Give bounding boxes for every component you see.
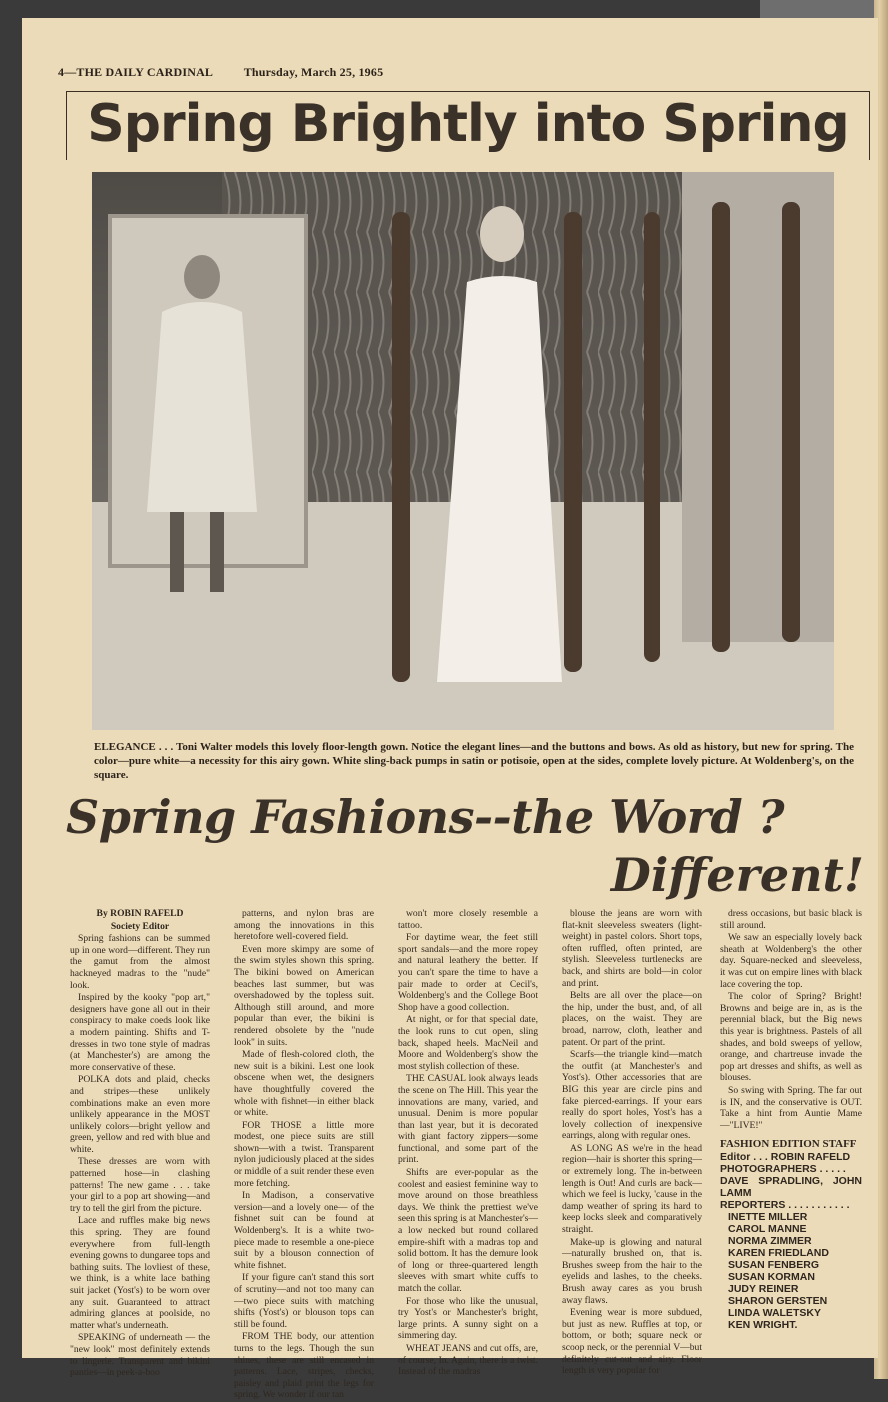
headline-line1: Spring Fashions--the Word ? xyxy=(66,790,785,844)
column-paragraph: AS LONG AS we're in the head region—hair is shorter this spring—or extremely long. The in-between length is Out! And curls are back—which we feel is lucky, 'cause in the damp weather of spring its hard to keep locks sleek and comparatively straight. xyxy=(562,1142,702,1236)
scan-background-strip xyxy=(760,0,888,18)
staff-editor: Editor . . . ROBIN RAFELD xyxy=(720,1150,851,1163)
column-paragraph: If your figure can't stand this sort of scrutiny—and not too many can—two piece suits with matching shifts (Yost's) or blouson tops can still be found. xyxy=(234,1272,374,1330)
photo-illustration xyxy=(92,172,834,730)
column-paragraph: Scarfs—the triangle kind—match the outfit (at Manchester's and Yost's). Other accessories that are BIG this year are circle pins and fake pierced-earrings. If your ears really do sport holes, Yost's has a lovely collection of inexpensive earrings, along with regular ones. xyxy=(562,1049,702,1142)
column-paragraph: POLKA dots and plaid, checks and stripes—these unlikely combinations make an even more unlikely appearance in the MOST unlikely colors—bright yellow and green, yellow and red with blue and white. xyxy=(70,1074,210,1155)
page-title: Spring Brightly into Spring xyxy=(87,94,849,154)
staff-box-title: FASHION EDITION STAFF xyxy=(720,1138,857,1151)
article-column-3 xyxy=(398,908,538,1379)
staff-name: JUDY REINER xyxy=(728,1282,799,1295)
staff-name: KEN WRIGHT. xyxy=(728,1318,798,1331)
article-column-1 xyxy=(70,908,210,1380)
newspaper-page xyxy=(22,18,878,1401)
column-paragraph: SPEAKING of underneath — the "new look" most definitely extends to lingerie. Transparent and bikini panties—in peek-a-boo xyxy=(70,1332,210,1379)
byline-role: Society Editor xyxy=(110,920,170,932)
staff-name: LINDA WALETSKY xyxy=(728,1306,821,1319)
staff-name: SHARON GERSTEN xyxy=(728,1294,828,1307)
issue-date: Thursday, March 25, 1965 xyxy=(243,65,384,79)
column-paragraph: These dresses are worn with patterned hose—in clashing patterns! The new game . . . take your girl to a pop art showing—and try to tell the girl from the picture. xyxy=(70,1156,210,1214)
column-paragraph: dress occasions, but basic black is still around. xyxy=(720,908,862,931)
staff-name: SUSAN KORMAN xyxy=(728,1270,815,1283)
column-paragraph: Belts are all over the place—on the hip, under the bust, and, of all places, on the waist. They are broad, narrow, cloth, leather and patent. Or part of the print. xyxy=(562,990,702,1048)
article-column-2 xyxy=(234,908,374,1402)
column-paragraph: blouse the jeans are worn with flat-knit sleeveless sweaters (light-weight) in pastel colors. Short tops, often ruffled, often printed, are stylish. Sleeveless turtlenecks are back, and shirts are bold—in color and print. xyxy=(562,908,702,989)
column-paragraph: Inspired by the kooky "pop art," designers have gone all out in their conspiracy to make coeds look like a modern painting. Shifts and T-dresses in two tone style of madras (at Manchester's) are among the more conservative of these. xyxy=(70,992,210,1073)
photo-caption: ELEGANCE . . . Toni Walter models this lovely floor-length gown. Notice the elegant lines—and the buttons and bows. As old as history, but new for spring. The color—pure white—a necessity for this airy gown. White sling-back pumps in satin or potisoie, open at the sides, complete lovely picture. At Woldenberg's, on the square. xyxy=(94,741,854,781)
staff-photographer-names: DAVE SPRADLING, JOHN LAMM xyxy=(720,1174,862,1199)
column-paragraph: Evening wear is more subdued, but just as new. Ruffles at top, or bottom, or both; square neck or scoop neck, or the perennial V—but definitely cut-out and airy. Floor length is very popular for xyxy=(562,1307,702,1377)
staff-name: KAREN FRIEDLAND xyxy=(728,1246,829,1259)
column-paragraph: WHEAT JEANS and cut offs, are, of course, In. Again, there is a twist. Instead of the madras xyxy=(398,1342,538,1378)
title-box xyxy=(66,91,870,160)
staff-name: NORMA ZIMMER xyxy=(728,1234,812,1247)
column-paragraph: So swing with Spring. The far out is IN, and the conservative is OUT. Take a hint from Auntie Mame—"LIVE!" xyxy=(720,1084,862,1131)
page-header xyxy=(58,65,383,80)
staff-reporters: REPORTERS . . . . . . . . . . . xyxy=(720,1198,850,1211)
column-paragraph: Shifts are ever-popular as the coolest and easiest feminine way to move around on those breathless days. We think the prettiest we've seen this spring is at Manchester's—a low necked but round collared empire-shift with a madras top and solid bottom. It has the demure look of long or three-quartered length sleeves with smart white cuffs to match the collar. xyxy=(398,1167,539,1294)
column-paragraph: For daytime wear, the feet still sport sandals—and the more ropey and natural leathery the better. If you can't spare the time to have a pair made to order at Cecil's, Woldenberg's and the College Boot Shop have a good collection. xyxy=(398,932,538,1013)
byline-name: By ROBIN RAFELD xyxy=(96,908,184,919)
staff-name: SUSAN FENBERG xyxy=(728,1258,820,1271)
staff-name: INETTE MILLER xyxy=(728,1210,808,1223)
column-paragraph: Lace and ruffles make big news this spring. They are found everywhere from full-length evening gowns to dungaree tops and bathing suits. The lovliest of these, we think, is a white lace bathing suit jacket (Yost's) to be worn over any suit. Guaranteed to attract admiring glances at poolside, no matter what's underneath. xyxy=(70,1215,210,1331)
column-paragraph: Spring fashions can be summed up in one word—different. They run the gamut from the almost hackneyed madras to the "nude" look. xyxy=(70,933,210,991)
column-paragraph: Even more skimpy are some of the swim styles shown this spring. The bikini bowed on American beaches last summer, but was overshadowed by the topless suit. Although still around, and more popular than ever, the bikini is rendered obsolete by the "nude look" in suits. xyxy=(234,943,374,1048)
headline-line2: Different! xyxy=(610,848,864,902)
staff-photographers: PHOTOGRAPHERS . . . . . xyxy=(720,1162,846,1175)
column-paragraph: THE CASUAL look always leads the scene on The Hill. This year the innovations are many, varied, and unusual. Denim is more popular than last year, but it is decorated with giant factory zippers—some functional, and some part of the print. xyxy=(398,1073,538,1166)
staff-name: CAROL MANNE xyxy=(728,1222,807,1235)
fashion-photo xyxy=(92,172,834,730)
column-paragraph: We saw an especially lovely back sheath at Woldenberg's the other day. Square-necked and sleeveless, it was cut on empire lines with black lace covering the top. xyxy=(720,932,862,990)
column-paragraph: The color of Spring? Bright! Browns and beige are in, as is the perennial black, but the Big news this year is brightness. Pastels of all shades, and bold sweeps of yellow, orange, and chartreuse invade the pop art dresses and shifts, as well as blouses. xyxy=(720,991,862,1084)
paper-name: 4—THE DAILY CARDINAL xyxy=(58,65,213,79)
article-column-5 xyxy=(720,908,862,1331)
column-paragraph: Make-up is glowing and natural—naturally brushed on, that is. Brushes sweep from the hair to the eyelids and lashes, to the cheeks. Brush away cares as you brush away flaws. xyxy=(562,1236,702,1306)
column-paragraph: FOR THOSE a little more modest, one piece suits are still shown—with a twist. Transparent nylon judiciously placed at the sides or middle of a suit render these even more fetching. xyxy=(234,1119,374,1189)
column-paragraph: patterns, and nylon bras are among the innovations in this heretofore well-covered field. xyxy=(234,908,374,943)
column-paragraph: At night, or for that special date, the look runs to cut open, sling back, shaped heels. MacNeil and Moore and Woldenberg's show the most stylish collection of these. xyxy=(398,1014,538,1072)
article-column-4 xyxy=(562,908,702,1378)
column-paragraph: For those who like the unusual, try Yost's or Manchester's bright, large prints. A sunny sight on a simmering day. xyxy=(398,1295,538,1342)
column-paragraph: won't more closely resemble a tattoo. xyxy=(398,908,538,931)
column-paragraph: FROM THE body, our attention turns to the legs. Though the sun shines, these are still encased in patterns. Lace, stripes, checks, paisley and plaid print the legs for spring. We wonder if our tan xyxy=(234,1331,374,1401)
column-paragraph: Made of flesh-colored cloth, the new suit is a bikini. Lest one look obscene when wet, the designers have thoughtfully covered the whole with fishnet—in either black or white. xyxy=(234,1049,374,1119)
column-paragraph: In Madison, a conservative version—and a lovely one— of the fishnet suit can be found at Woldenberg's. It is a white two-piece made to resemble a one-piece suit by a blouson connection of white fishnet. xyxy=(234,1190,374,1271)
